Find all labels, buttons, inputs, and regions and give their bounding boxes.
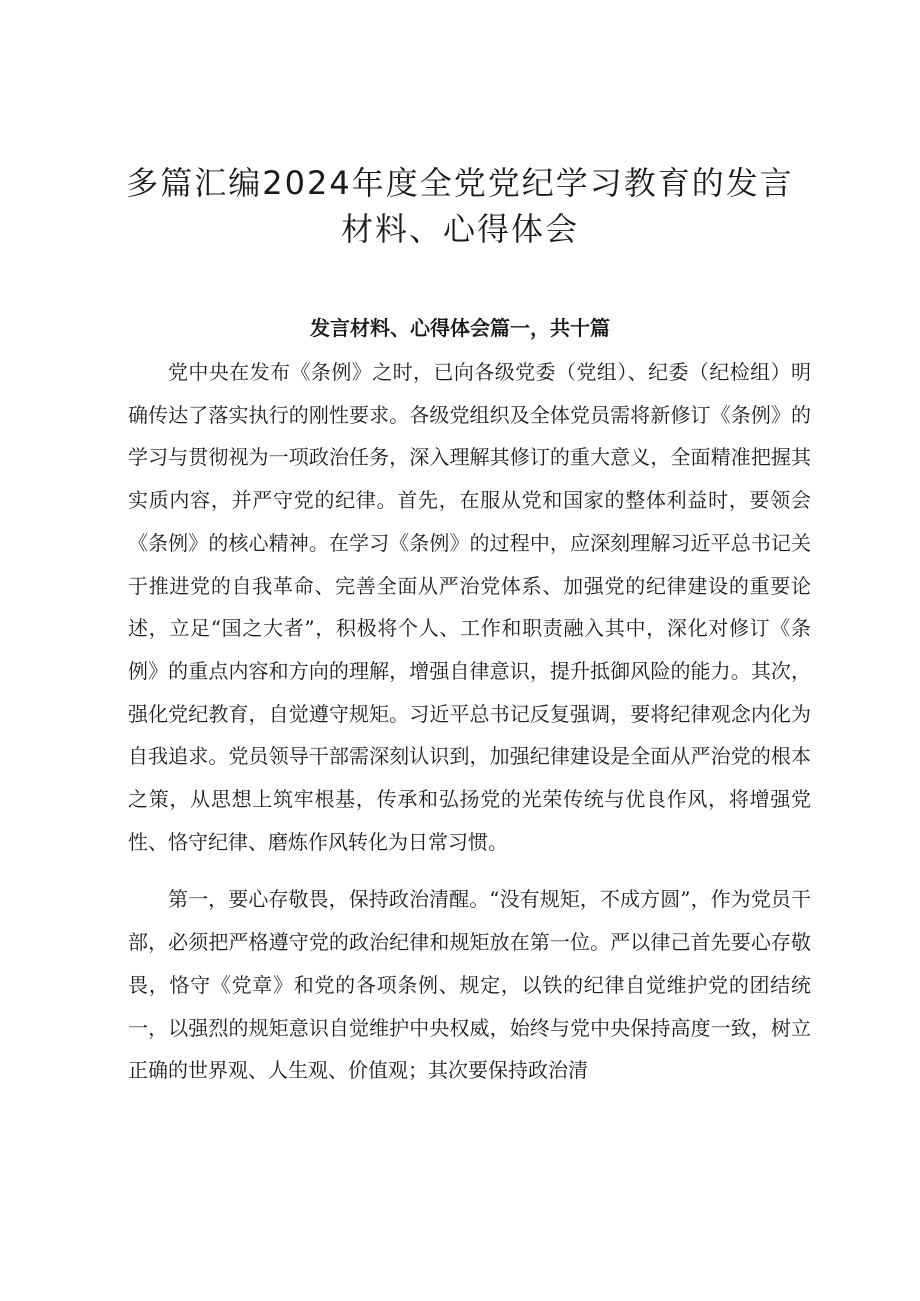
body-paragraph-1: 党中央在发布《条例》之时，已向各级党委（党组）、纪委（纪检组）明确传达了落实执行的刚性要求。各级党组织及全体党员需将新修订《条例》的学习与贯彻视为一项政治任务，深入理解其修订的重大意义，全面精准把握其实质内容，并严守党的纪律。首先，在服从党和国家的整体利益时，要领会《条例》的核心精神。在学习《条例》的过程中，应深刻理解习近平总书记关于推进党的自我革命、完善全面从严治党体系、加强党的纪律建设的重要论述，立足“国之大者”，积极将个人、工作和职责融入其中，深化对修订《条例》的重点内容和方向的理解，增强自律意识，提升抵御风险的能力。其次，强化党纪教育，自觉遵守规矩。习近平总书记反复强调，要将纪律观念内化为自我追求。党员领导干部需深刻认识到，加强纪律建设是全面从严治党的根本之策，从思想上筑牢根基，传承和弘扬党的光荣传统与优良作风，将增强党性、恪守纪律、磨炼作风转化为日常习惯。 xyxy=(128,360,811,854)
document-body xyxy=(128,351,811,1092)
document-title xyxy=(100,160,820,252)
document-title-line-2: 材料、心得体会 xyxy=(340,210,579,248)
document-title-line-1: 多篇汇编2024年度全党党纪学习教育的发言 xyxy=(126,164,794,202)
body-paragraph-2: 第一，要心存敬畏，保持政治清醒。“没有规矩，不成方圆”，作为党员干部，必须把严格遵守党的政治纪律和规矩放在第一位。严以律己首先要心存敬畏，恪守《党章》和党的各项条例、规定，以铁的纪律自觉维护党的团结统一，以强烈的规矩意识自觉维护中央权威，始终与党中央保持高度一致，树立正确的世界观、人生观、价值观；其次要保持政治清 xyxy=(128,887,811,1083)
section-heading: 发言材料、心得体会篇一，共十篇 xyxy=(310,316,610,340)
